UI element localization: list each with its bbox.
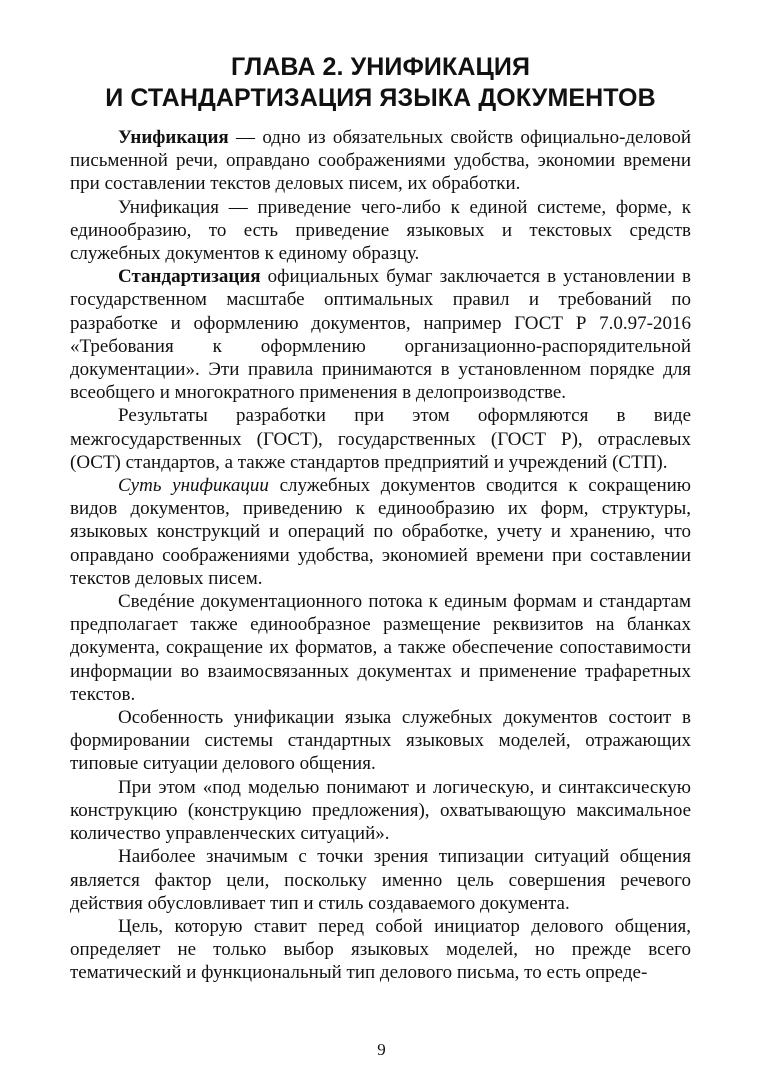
paragraph-text: — одно из обязательных свойств официально-деловой письменной речи, оправдано соображениями удобства, экономии времени при составлении текстов деловых писем, их обработки. [70,127,691,195]
paragraph-4 [70,404,691,474]
paragraph-text: Наиболее значимым с точки зрения типизации ситуаций общения является фактор цели, поскольку именно цель совершения речевого действия обусловливает тип и стиль создаваемого документа. [70,846,691,914]
paragraph-text: Унификация — приведение чего-либо к единой системе, форме, к единообразию, то есть приведение языковых и текстовых средств служебных документов к единому образцу. [70,196,691,265]
paragraph-10 [70,915,691,985]
paragraph-1 [70,126,691,196]
page-content [70,52,691,985]
paragraph-3 [70,265,691,404]
chapter-title-line-2: И СТАНДАРТИЗАЦИЯ ЯЗЫКА ДОКУМЕНТОВ [105,84,656,112]
term-standardization: Стандартизация [118,266,261,288]
paragraph-text: Сведéние документационного потока к единым формам и стандартам предполагает также единообразное размещение реквизитов на бланках документа, сокращение их форматов, а также обеспечение сопоставимости информации во взаимосвязанных документах и применение трафаретных текстов. [70,591,691,705]
paragraph-text: Результаты разработки при этом оформляются в виде межгосударственных (ГОСТ), государственных (ГОСТ Р), отраслевых (ОСТ) стандартов, а также стандартов предприятий и учреждений (СТП). [70,405,691,473]
term-unification: Унификация [118,127,229,148]
paragraph-6 [70,590,691,706]
paragraph-2 [70,196,691,266]
chapter-title [70,52,691,114]
paragraph-text: служебных документов сводится к сокращению видов документов, приведению к единообразию их форм, структуры, языковых конструкций и операций по обработке, учету и хранению, что оправдано соображениями удобства, экономией времени при составлении текстов деловых писем. [70,475,691,589]
page-number: 9 [377,1040,386,1059]
paragraph-7 [70,706,691,776]
paragraph-text: Особенность унификации языка служебных документов состоит в формировании системы стандартных языковых моделей, отражающих типовые ситуации делового общения. [70,707,691,775]
paragraph-8 [70,776,691,846]
term-essence-of-unification: Суть унификации [118,475,269,497]
paragraph-text: официальных бумаг заключается в установлении в государственном масштабе оптимальных правил и требований по разработке и оформлению документов, например ГОСТ Р 7.0.97-2016 «Требования к оформлению организационно-распорядительной документации». Эти правила принимаются в установленном порядке для всеобщего и многократного применения в делопроизводстве. [70,266,691,404]
paragraph-9 [70,845,691,915]
paragraph-text: Цель, которую ставит перед собой инициатор делового общения, определяет не только выбор языковых моделей, но прежде всего тематический и функциональный тип делового письма, то есть опреде- [70,915,691,984]
chapter-title-line-1: ГЛАВА 2. УНИФИКАЦИЯ [230,53,531,81]
paragraph-5 [70,474,691,590]
paragraph-text: При этом «под моделью понимают и логическую, и синтаксическую конструкцию (конструкцию предложения), охватывающую максимальное количество управленческих ситуаций». [70,776,691,845]
